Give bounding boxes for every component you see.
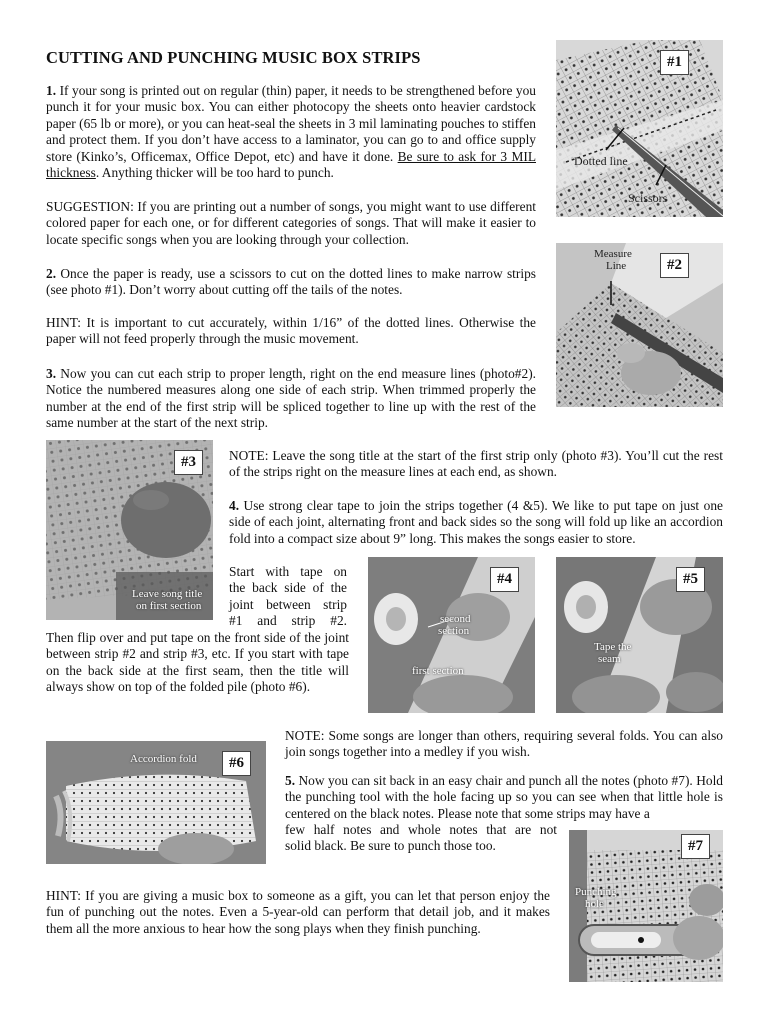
photo-number-badge: #3 [174,450,203,475]
photo-number-badge: #6 [222,751,251,776]
photo-label: Accordion fold [130,753,197,765]
text-line: the back side of the [229,580,347,596]
paragraph-text: Now you can cut each strip to proper length, right on the end measure lines (photo#2). Notice the numbered measures along one side of each strip. When trimmed properly the number at the end of the first strip will be spliced together to line up with the rest of the same number at the start of the next strip. [46,366,536,431]
photo-label: section [438,625,470,637]
photo-tape-the-seam [556,557,723,713]
paragraph-text: Now you can sit back in an easy chair and punch all the notes (photo #7). Hold the punching tool with the hole facing up so you can see when that little hole is centered on the black notes. Please note that some strips may have a [285,773,723,821]
photo-label: seam [598,653,621,665]
page-title: CUTTING AND PUNCHING MUSIC BOX STRIPS [46,48,421,67]
step-number: 4. [229,498,240,513]
photo-number-badge: #5 [676,567,705,592]
photo-label: first section [412,665,464,677]
paragraph-text: Use strong clear tape to join the strips together (4 &5). We like to put tape on just one side of each joint, alternating front and back sides so the song will fold up like an accordion fold into a compact size about 9” long. This makes the songs easier to store. [229,498,723,546]
paragraph-3 [46,366,536,432]
text-line: Start with tape on [229,564,347,579]
paragraph-text: . Anything thicker will be too hard to punch. [95,165,334,181]
photo-number-badge: #1 [660,50,689,75]
hint-paragraph: HINT: It is important to cut accurately, within 1/16” of the dotted lines. Otherwise the paper will not feed properly through the music movement. [46,315,536,347]
step-number: 5. [285,773,296,788]
text-line: few half notes and whole notes that are not [285,822,557,837]
photo-illustration [556,243,723,407]
photo-punching-notes [569,830,723,982]
text-line: solid black. Be sure to punch those too. [285,838,496,854]
photo-number-badge: #7 [681,834,710,859]
photo-label: hole [585,898,604,910]
tape-instructions-wide: Then flip over and put tape on the front side of the joint between strip #2 and strip #3, etc. If you start with tape on the back side at the first seam, then the title will always show on top of the folded pile (photo #6). [46,630,349,695]
paragraph-2 [46,266,536,299]
note-paragraph-2: NOTE: Some songs are longer than others, requiring several folds. You can also join songs together into a medley if you wish. [285,728,723,760]
paragraph-text: Once the paper is ready, use a scissors to cut on the dotted lines to make narrow strips (see photo #1). Don’t worry about cutting off the tails of the notes. [46,266,536,298]
note-paragraph: NOTE: Leave the song title at the start of the first strip only (photo #3). You’ll cut the rest of the strips right on the measure lines at each end, as shown. [229,448,723,480]
paragraph-5-continued [285,822,557,855]
photo-label: Tape the [594,641,632,653]
text-line: joint between strip [229,596,347,612]
step-number: 1. [46,83,57,98]
photo-taping-strips-back [368,557,535,713]
photo-accordion-fold [46,741,266,864]
photo-number-badge: #2 [660,253,689,278]
photo-cutting-dotted-line [556,40,723,217]
photo-song-title-strip [46,440,213,620]
photo-label: Leave song title [132,588,203,600]
photo-cutting-measure-line [556,243,723,407]
hint-paragraph-2: HINT: If you are giving a music box to someone as a gift, you can let that person enjoy the fun of punching out the notes. Even a 5-year-old can perform that detail job, and it makes them all the more anxious to hear how the song plays when they finish punching. [46,888,550,936]
photo-label: Punching [575,886,617,898]
photo-label: second [440,613,471,625]
photo-label: Measure [594,248,632,260]
paragraph-text: If your song is printed out on regular (thin) paper, it needs to be strengthened before you punch it for your music box. You can either photocopy the sheets onto heavier cardstock paper (65 lb or more), or you can heat-seal the sheets in 3 mil laminating pouches to stiffen and protect them. If you don’t have access to a laminator, you can go to and office supply store (Kinko’s, Officemax, Office Depot, etc) and have it done. [46,83,536,164]
photo-label: on first section [136,600,202,612]
photo-label: Dotted line [574,154,628,168]
tape-instructions-narrow [229,564,347,630]
photo-label: Line [606,260,627,272]
suggestion-paragraph: SUGGESTION: If you are printing out a number of songs, you might want to use different colored paper for each one, or for different categories of songs. That will make it easier to locate specific songs when you are looking through your collection. [46,199,536,247]
text-line: #1 and strip #2. [229,613,347,629]
step-number: 2. [46,266,57,281]
photo-label: Scissors [628,191,668,205]
paragraph-1 [46,83,536,181]
paragraph-4 [229,498,723,547]
step-number: 3. [46,366,57,381]
paragraph-5 [285,773,723,822]
emphasis-text: Be sure to ask for 3 MIL thickness [46,148,536,181]
photo-number-badge: #4 [490,567,519,592]
